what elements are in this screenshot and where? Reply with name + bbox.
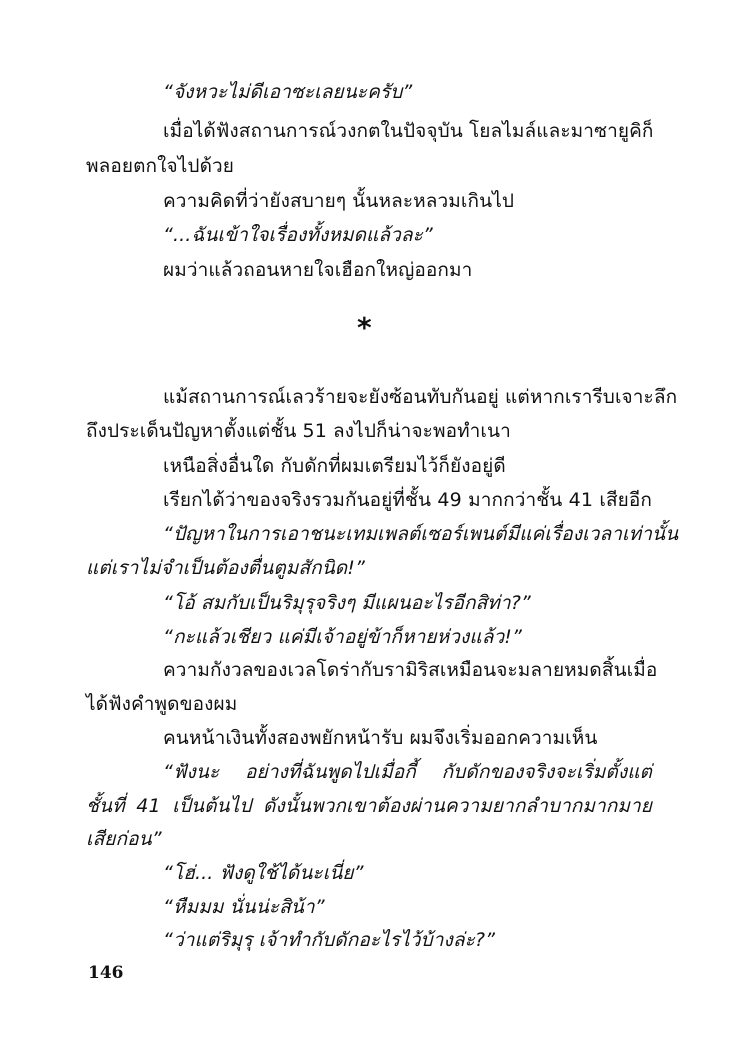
dialogue-line: “โอ้ สมกับเป็นริมุรุจริงๆ มีแผนอะไรอีกสิท่า?” xyxy=(163,592,531,614)
dialogue-line: “...ฉันเข้าใจเรื่องทั้งหมดแล้วละ” xyxy=(163,224,433,246)
dialogue-line: เสียก่อน” xyxy=(86,828,162,850)
dialogue-line: “จังหวะไม่ดีเอาซะเลยนะครับ” xyxy=(163,81,413,103)
paragraph-line: ผมว่าแล้วถอนหายใจเฮือกใหญ่ออกมา xyxy=(163,259,473,281)
paragraph-line: ได้ฟังคำพูดของผม xyxy=(86,693,238,715)
dialogue-line: “โฮ่... ฟังดูใช้ได้นะเนี่ย” xyxy=(163,862,364,884)
dialogue-line: “กะแล้วเชียว แค่มีเจ้าอยู่ข้าก็หายห่วงแล้ว!” xyxy=(163,626,522,648)
paragraph-line: แม้สถานการณ์เลวร้ายจะยังซ้อนทับกันอยู่ แต่หากเรารีบเจาะลึก xyxy=(163,386,678,408)
section-separator: * xyxy=(357,311,372,344)
paragraph-line: เหนือสิ่งอื่นใด กับดักที่ผมเตรียมไว้ก็ยังอยู่ดี xyxy=(163,455,506,477)
paragraph-line: ถึงประเด็นปัญหาตั้งแต่ชั้น 51 ลงไปก็น่าจะพอทำเนา xyxy=(86,420,511,442)
paragraph-line: เมื่อได้ฟังสถานการณ์วงกตในปัจจุบัน โยลไมล์และมาซายูคิก็ xyxy=(163,120,654,142)
paragraph-line: ความกังวลของเวลโดร่ากับรามิริสเหมือนจะมลายหมดสิ้นเมื่อ xyxy=(163,659,658,681)
paragraph-line: พลอยตกใจไปด้วย xyxy=(86,155,235,177)
page-number: 146 xyxy=(88,963,124,983)
paragraph-line: ความคิดที่ว่ายังสบายๆ นั้นหละหลวมเกินไป xyxy=(163,190,515,212)
dialogue-line: แต่เราไม่จำเป็นต้องตื่นตูมสักนิด!” xyxy=(86,557,365,579)
dialogue-line: “ฟังนะ อย่างที่ฉันพูดไปเมื่อกี้ กับดักของจริงจะเริ่มตั้งแต่ xyxy=(163,761,652,783)
dialogue-line: “ว่าแต่ริมุรุ เจ้าทำกับดักอะไรไว้บ้างล่ะ?” xyxy=(163,929,496,951)
paragraph-line: คนหน้าเงินทั้งสองพยักหน้ารับ ผมจึงเริ่มออกความเห็น xyxy=(163,727,598,749)
dialogue-line: “ปัญหาในการเอาชนะเทมเพลต์เซอร์เพนต์มีแค่เรื่องเวลาเท่านั้น xyxy=(163,523,679,545)
dialogue-line: ชั้นที่ 41 เป็นต้นไป ดังนั้นพวกเขาต้องผ่านความยากลำบากมากมาย xyxy=(86,795,652,817)
dialogue-line: “หืมมม นั่นน่ะสิน้า” xyxy=(163,896,325,918)
paragraph-line: เรียกได้ว่าของจริงรวมกันอยู่ที่ชั้น 49 มากกว่าชั้น 41 เสียอีก xyxy=(163,489,652,511)
